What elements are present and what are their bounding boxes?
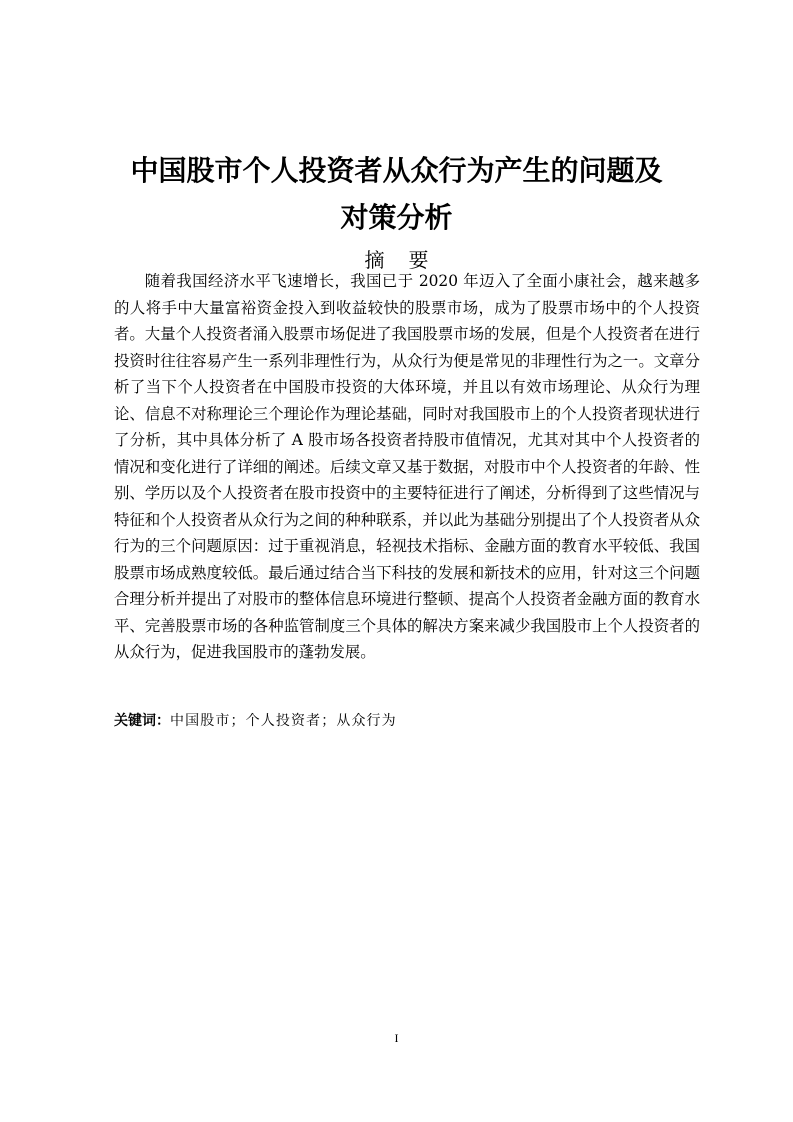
document-title-line-1: 中国股市个人投资者从众行为产生的问题及 bbox=[130, 154, 663, 187]
abstract-heading: 摘要 bbox=[364, 248, 453, 272]
page-number: I bbox=[394, 1031, 399, 1045]
keywords-label: 关键词： bbox=[114, 713, 170, 729]
keywords-line bbox=[114, 708, 700, 734]
keywords-values: 中国股市；个人投资者；从众行为 bbox=[170, 713, 397, 729]
abstract-body: 随着我国经济水平飞速增长，我国已于 2020 年迈入了全面小康社会，越来越多的人将手中大量富裕资金投入到收益较快的股票市场，成为了股票市场中的个人投资者。大量个人投资者涌入股票市场促进了我国股票市场的发展，但是个人投资者在进行投资时往往容易产生一系列非理性行为，从众行为便是常见的非理性行为之一。文章分析了当下个人投资者在中国股市投资的大体环境，并且以有效市场理论、从众行为理论、信息不对称理论三个理论作为理论基础，同时对我国股市上的个人投资者现状进行了分析，其中具体分析了 A 股市场各投资者持股市值情况，尤其对其中个人投资者的情况和变化进行了详细的阐述。后续文章又基于数据，对股市中个人投资者的年龄、性别、学历以及个人投资者在股市投资中的主要特征进行了阐述，分析得到了这些情况与特征和个人投资者从众行为之间的种种联系，并以此为基础分别提出了个人投资者从众行为的三个问题原因：过于重视消息，轻视技术指标、金融方面的教育水平较低、我国股票市场成熟度较低。最后通过结合当下科技的发展和新技术的应用，针对这三个问题合理分析并提出了对股市的整体信息环境进行整顿、提高个人投资者金融方面的教育水平、完善股票市场的各种监管制度三个具体的解决方案来减少我国股市上个人投资者的从众行为，促进我国股市的蓬勃发展。 bbox=[114, 272, 700, 661]
document-title-line-2: 对策分析 bbox=[340, 201, 453, 234]
